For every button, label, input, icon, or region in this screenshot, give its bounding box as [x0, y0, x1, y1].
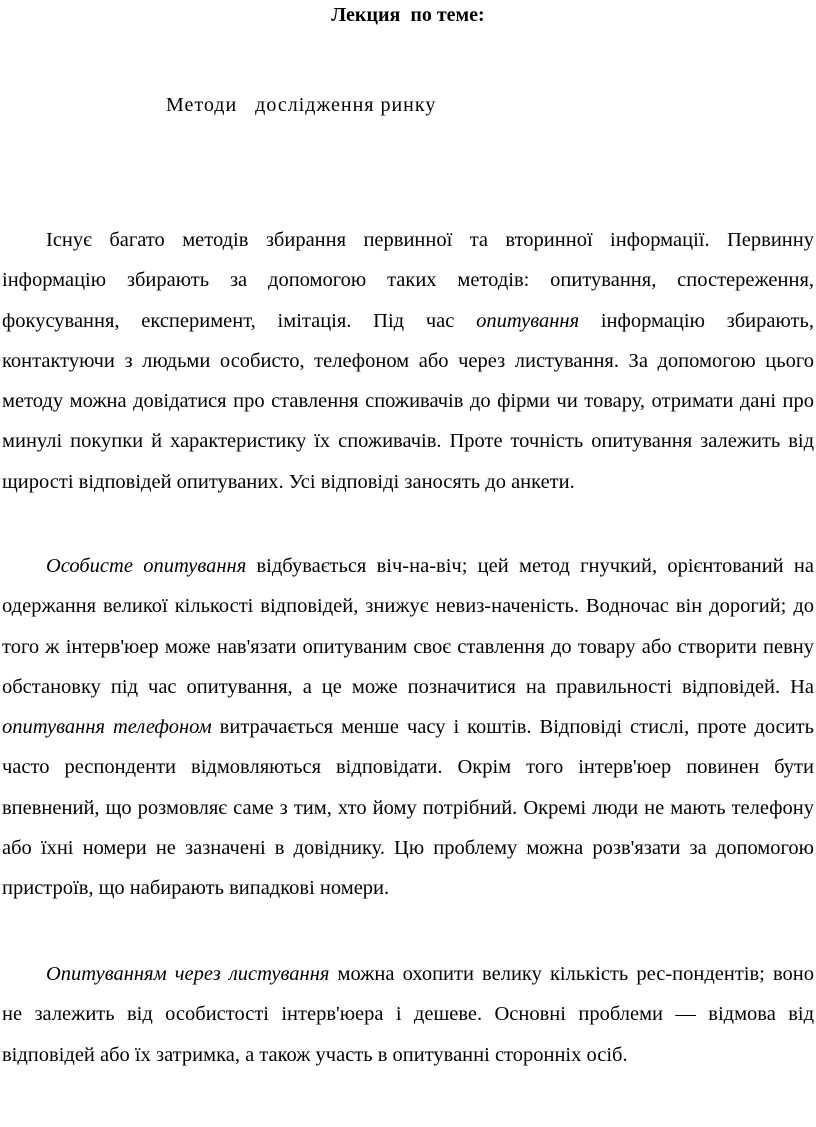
paragraph-3-emphasis: Опитуванням через листування: [46, 963, 330, 985]
paragraph-2-text-2: витрачається менше часу і коштів. Відповіді стислі, проте досить часто респонденти відмовляються відповідати. Окрім того інтерв'юер повинен бути впевнений, що розмовляє саме з тим, хто йому потрібний. Окремі люди не мають телефону або їхні номери не зазначені в довіднику. Цю проблему можна розв'язати за допомогою пристроїв, що набирають випадкові номери.: [2, 716, 814, 900]
paragraph-1-emphasis: опитування: [476, 309, 580, 332]
lecture-heading: Лекция по теме:: [331, 4, 485, 26]
paragraph-2-emphasis-2: опитування телефоном: [2, 716, 212, 739]
paragraph-2: [2, 546, 814, 909]
paragraph-2-text-1: відбувається віч-на-віч; цей метод гнучкий, орієнтований на одержання великої кількості відповідей, знижує невиз-наченість. Водночас він дорогий; до того ж інтерв'юер може нав'язати опитуваним своє ставлення до товару або створити певну обстановку під час опитування, а це може позначитися на правильності відповідей. На: [2, 555, 814, 698]
lecture-topic: Методи дослідження ринку: [166, 94, 437, 116]
paragraph-1: [2, 220, 814, 502]
paragraph-1-text: Існує багато методів збирання первинної та вторинної інформації. Первинну інформацію збирають за допомогою таких методів: опитування, спостереження, фокусування, експеримент, імітація. Під час: [2, 229, 814, 332]
paragraph-3: [2, 954, 814, 1075]
paragraph-3-text: можна охопити велику кількість рес-пондентів; воно не залежить від особистості інтерв'юера і дешеве. Основні проблеми — відмова від відповідей або їх затримка, а також участь в опитуванні сторонніх осіб.: [2, 963, 815, 1066]
paragraph-2-emphasis-1: Особисте опитування: [46, 555, 247, 577]
paragraph-1-text-2: інформацію збирають, контактуючи з людьми особисто, телефоном або через листування. За допомогою цього методу можна довідатися про ставлення споживачів до фірми чи товару, отримати дані про минулі покупки й характеристику їх споживачів. Проте точність опитування залежить від щирості відповідей опитуваних. Усі відповіді заносять до анкети.: [2, 309, 814, 493]
